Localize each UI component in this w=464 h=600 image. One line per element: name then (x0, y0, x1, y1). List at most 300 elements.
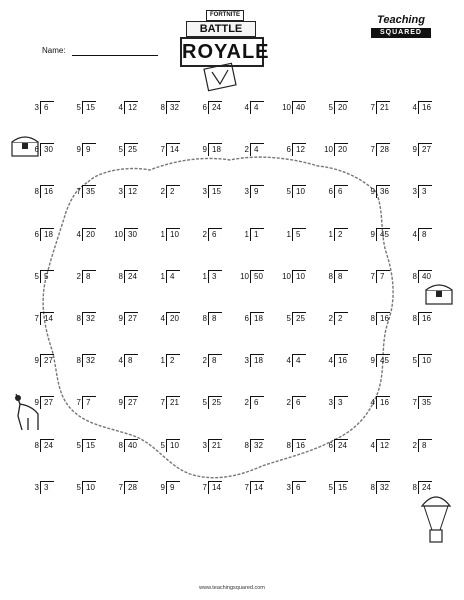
divisor: 6 (34, 229, 39, 239)
divisor: 4 (286, 356, 291, 366)
divisor: 3 (202, 187, 207, 197)
logo-line-1: FORTNITE (206, 10, 244, 21)
dividend: 9 (166, 481, 180, 494)
dividend: 3 (334, 396, 348, 409)
divisor: 1 (202, 271, 207, 281)
divisor: 4 (118, 356, 123, 366)
divisor: 2 (244, 398, 249, 408)
dividend: 25 (292, 312, 306, 325)
division-problem[interactable] (148, 354, 188, 368)
divisor: 8 (76, 356, 81, 366)
dividend: 50 (250, 270, 264, 283)
dividend: 9 (82, 143, 96, 156)
dividend: 14 (208, 481, 222, 494)
dividend: 12 (124, 101, 138, 114)
divisor: 8 (412, 313, 417, 323)
division-problem[interactable] (316, 143, 356, 157)
dividend: 14 (40, 312, 54, 325)
division-problem[interactable] (358, 354, 398, 368)
dividend: 14 (250, 481, 264, 494)
divisor: 5 (412, 356, 417, 366)
divisor: 2 (202, 229, 207, 239)
divisor: 5 (118, 145, 123, 155)
divisor: 10 (324, 145, 333, 155)
dividend: 18 (250, 354, 264, 367)
dividend: 2 (334, 312, 348, 325)
division-problem[interactable] (232, 101, 272, 115)
divisor: 3 (202, 440, 207, 450)
dividend: 8 (208, 354, 222, 367)
dividend: 20 (82, 228, 96, 241)
dividend: 9 (250, 185, 264, 198)
footer-url: www.teachingsquared.com (199, 585, 265, 591)
dividend: 32 (82, 312, 96, 325)
division-problem[interactable] (22, 143, 62, 157)
problem-row (22, 185, 442, 227)
dividend: 4 (250, 101, 264, 114)
divisor: 7 (202, 482, 207, 492)
divisor: 4 (328, 356, 333, 366)
dividend: 20 (334, 101, 348, 114)
divisor: 3 (412, 187, 417, 197)
division-problem[interactable] (400, 396, 440, 410)
division-problem[interactable] (274, 354, 314, 368)
division-problem[interactable] (400, 354, 440, 368)
brand-top: Teaching (377, 14, 425, 26)
dividend: 21 (208, 439, 222, 452)
division-problem[interactable] (274, 101, 314, 115)
dividend: 12 (376, 439, 390, 452)
divisor: 3 (118, 187, 123, 197)
divisor: 7 (370, 103, 375, 112)
division-problem[interactable] (106, 439, 146, 453)
dividend: 1 (250, 228, 264, 241)
divisor: 2 (202, 356, 207, 366)
divisor: 7 (244, 482, 249, 492)
division-problem[interactable] (316, 396, 356, 410)
dividend: 16 (334, 354, 348, 367)
divisor: 8 (412, 271, 417, 281)
division-problem[interactable] (274, 143, 314, 157)
divisor: 8 (34, 187, 39, 197)
division-problem[interactable] (64, 228, 104, 242)
division-problem[interactable] (316, 185, 356, 199)
dividend: 24 (208, 101, 222, 114)
division-problem[interactable] (106, 101, 146, 115)
dividend: 32 (166, 101, 180, 114)
dividend: 24 (418, 481, 432, 494)
division-problem[interactable] (22, 354, 62, 368)
division-problem[interactable] (64, 143, 104, 157)
division-problem[interactable] (274, 185, 314, 199)
problem-row (22, 481, 442, 523)
divisor: 4 (370, 440, 375, 450)
divisor: 3 (244, 187, 249, 197)
dividend: 28 (124, 481, 138, 494)
dividend: 24 (334, 439, 348, 452)
division-problem[interactable] (22, 312, 62, 326)
division-problem[interactable] (190, 228, 230, 242)
dividend: 8 (124, 354, 138, 367)
divisor: 5 (328, 103, 333, 112)
divisor: 2 (412, 440, 417, 450)
dividend: 30 (40, 143, 54, 156)
divisor: 9 (34, 356, 39, 366)
division-problem[interactable] (22, 185, 62, 199)
dividend: 5 (40, 270, 54, 283)
divisor: 6 (202, 103, 207, 112)
division-problem[interactable] (190, 312, 230, 326)
dividend: 24 (40, 439, 54, 452)
divisor: 5 (328, 482, 333, 492)
divisor: 9 (370, 229, 375, 239)
divisor: 4 (412, 229, 417, 239)
dividend: 6 (292, 481, 306, 494)
division-problem[interactable] (190, 354, 230, 368)
dividend: 8 (418, 439, 432, 452)
divisor: 1 (244, 229, 249, 239)
division-problem[interactable] (148, 481, 188, 495)
dividend: 4 (166, 270, 180, 283)
divisor: 10 (282, 271, 291, 281)
divisor: 8 (34, 440, 39, 450)
division-problem[interactable] (22, 270, 62, 284)
division-problem[interactable] (232, 354, 272, 368)
division-problem[interactable] (232, 481, 272, 495)
division-problem[interactable] (106, 354, 146, 368)
dividend: 24 (124, 270, 138, 283)
dividend: 15 (82, 101, 96, 114)
division-problem[interactable] (190, 143, 230, 157)
dividend: 4 (292, 354, 306, 367)
division-problem[interactable] (316, 101, 356, 115)
dividend: 45 (376, 354, 390, 367)
dividend: 10 (418, 354, 432, 367)
dividend: 2 (166, 185, 180, 198)
divisor: 7 (160, 145, 165, 155)
dividend: 3 (40, 481, 54, 494)
divisor: 8 (286, 440, 291, 450)
divisor: 10 (114, 229, 123, 239)
division-problem[interactable] (148, 101, 188, 115)
divisor: 2 (160, 187, 165, 197)
division-problem[interactable] (400, 185, 440, 199)
division-problem[interactable] (190, 270, 230, 284)
division-problem[interactable] (316, 228, 356, 242)
division-problem[interactable] (106, 143, 146, 157)
dividend: 16 (418, 312, 432, 325)
division-problem[interactable] (232, 396, 272, 410)
division-problem[interactable] (64, 101, 104, 115)
brand-bottom: SQUARED (371, 28, 431, 38)
divisor: 8 (76, 313, 81, 323)
division-problem[interactable] (22, 228, 62, 242)
problem-row (22, 312, 442, 354)
division-problem[interactable] (106, 396, 146, 410)
division-problem[interactable] (274, 396, 314, 410)
dividend: 14 (166, 143, 180, 156)
dividend: 12 (124, 185, 138, 198)
division-problem[interactable] (190, 396, 230, 410)
division-problem[interactable] (232, 312, 272, 326)
division-problem[interactable] (316, 439, 356, 453)
divisor: 5 (34, 271, 39, 281)
division-problem[interactable] (232, 185, 272, 199)
dividend: 18 (208, 143, 222, 156)
division-problem[interactable] (358, 185, 398, 199)
division-problem[interactable] (106, 270, 146, 284)
division-problem[interactable] (400, 270, 440, 284)
division-problem[interactable] (64, 270, 104, 284)
logo-line-3: ROYALE (180, 37, 264, 67)
division-problems-grid (22, 101, 442, 523)
problem-row (22, 354, 442, 396)
dividend: 28 (376, 143, 390, 156)
dividend: 32 (376, 481, 390, 494)
division-problem[interactable] (64, 354, 104, 368)
name-label: Name: (42, 46, 66, 55)
dividend: 16 (40, 185, 54, 198)
division-problem[interactable] (400, 481, 440, 495)
divisor: 8 (412, 482, 417, 492)
division-problem[interactable] (148, 185, 188, 199)
divisor: 5 (160, 440, 165, 450)
divisor: 9 (370, 356, 375, 366)
divisor: 6 (244, 313, 249, 323)
dividend: 10 (166, 439, 180, 452)
dividend: 10 (292, 185, 306, 198)
divisor: 7 (76, 398, 81, 408)
division-problem[interactable] (358, 396, 398, 410)
divisor: 6 (34, 145, 39, 155)
divisor: 4 (370, 398, 375, 408)
divisor: 3 (328, 398, 333, 408)
division-problem[interactable] (148, 312, 188, 326)
divisor: 5 (202, 398, 207, 408)
dividend: 10 (292, 270, 306, 283)
division-problem[interactable] (358, 312, 398, 326)
divisor: 4 (118, 103, 123, 112)
division-problem[interactable] (64, 396, 104, 410)
divisor: 4 (76, 229, 81, 239)
dividend: 16 (376, 396, 390, 409)
division-problem[interactable] (274, 228, 314, 242)
divisor: 1 (160, 229, 165, 239)
logo-line-2: BATTLE (186, 21, 256, 37)
division-problem[interactable] (274, 312, 314, 326)
division-problem[interactable] (106, 312, 146, 326)
division-problem[interactable] (400, 143, 440, 157)
division-problem[interactable] (190, 101, 230, 115)
division-problem[interactable] (274, 270, 314, 284)
divisor: 9 (160, 482, 165, 492)
division-problem[interactable] (358, 439, 398, 453)
division-problem[interactable] (148, 396, 188, 410)
division-problem[interactable] (148, 228, 188, 242)
dividend: 16 (376, 312, 390, 325)
division-problem[interactable] (316, 312, 356, 326)
divisor: 7 (76, 187, 81, 197)
division-problem[interactable] (190, 439, 230, 453)
dividend: 16 (292, 439, 306, 452)
divisor: 8 (118, 271, 123, 281)
divisor: 8 (118, 440, 123, 450)
divisor: 3 (34, 482, 39, 492)
divisor: 1 (286, 229, 291, 239)
dividend: 15 (208, 185, 222, 198)
dividend: 6 (292, 396, 306, 409)
dividend: 2 (334, 228, 348, 241)
divisor: 9 (118, 313, 123, 323)
divisor: 4 (244, 103, 249, 112)
divisor: 5 (76, 440, 81, 450)
dividend: 3 (418, 185, 432, 198)
division-problem[interactable] (358, 101, 398, 115)
dividend: 6 (208, 228, 222, 241)
dividend: 21 (166, 396, 180, 409)
division-problem[interactable] (64, 185, 104, 199)
divisor: 8 (244, 440, 249, 450)
division-problem[interactable] (358, 481, 398, 495)
problem-row (22, 439, 442, 481)
divisor: 5 (286, 313, 291, 323)
dividend: 27 (40, 396, 54, 409)
divisor: 6 (328, 440, 333, 450)
divisor: 7 (370, 271, 375, 281)
dividend: 32 (250, 439, 264, 452)
dividend: 6 (40, 101, 54, 114)
division-problem[interactable] (148, 439, 188, 453)
divisor: 4 (160, 313, 165, 323)
division-problem[interactable] (358, 143, 398, 157)
dividend: 45 (376, 228, 390, 241)
dividend: 35 (418, 396, 432, 409)
division-problem[interactable] (106, 481, 146, 495)
division-problem[interactable] (232, 228, 272, 242)
divisor: 8 (160, 103, 165, 112)
dividend: 12 (292, 143, 306, 156)
dividend: 35 (82, 185, 96, 198)
dividend: 20 (166, 312, 180, 325)
dividend: 7 (376, 270, 390, 283)
divisor: 2 (244, 145, 249, 155)
divisor: 4 (412, 103, 417, 112)
dividend: 8 (334, 270, 348, 283)
division-problem[interactable] (400, 101, 440, 115)
problem-row (22, 270, 442, 312)
division-problem[interactable] (400, 228, 440, 242)
divisor: 9 (370, 187, 375, 197)
dividend: 36 (376, 185, 390, 198)
division-problem[interactable] (64, 481, 104, 495)
divisor: 9 (202, 145, 207, 155)
divisor: 5 (76, 482, 81, 492)
dividend: 10 (82, 481, 96, 494)
divisor: 2 (286, 398, 291, 408)
division-problem[interactable] (316, 481, 356, 495)
divisor: 5 (76, 103, 81, 112)
divisor: 7 (412, 398, 417, 408)
division-problem[interactable] (190, 481, 230, 495)
divisor: 6 (286, 145, 291, 155)
dividend: 27 (40, 354, 54, 367)
division-problem[interactable] (274, 439, 314, 453)
divisor: 2 (328, 313, 333, 323)
dividend: 16 (418, 101, 432, 114)
division-problem[interactable] (400, 439, 440, 453)
dividend: 10 (166, 228, 180, 241)
divisor: 9 (76, 145, 81, 155)
dividend: 15 (82, 439, 96, 452)
dividend: 18 (250, 312, 264, 325)
dividend: 20 (334, 143, 348, 156)
divisor: 1 (160, 271, 165, 281)
division-problem[interactable] (22, 101, 62, 115)
divisor: 3 (244, 356, 249, 366)
dividend: 6 (334, 185, 348, 198)
dividend: 3 (208, 270, 222, 283)
division-problem[interactable] (232, 439, 272, 453)
dividend: 8 (82, 270, 96, 283)
divisor: 9 (118, 398, 123, 408)
divisor: 3 (286, 482, 291, 492)
dividend: 5 (292, 228, 306, 241)
dividend: 6 (250, 396, 264, 409)
divisor: 8 (370, 313, 375, 323)
divisor: 1 (160, 356, 165, 366)
dividend: 8 (418, 228, 432, 241)
division-problem[interactable] (106, 228, 146, 242)
dividend: 40 (124, 439, 138, 452)
dividend: 32 (82, 354, 96, 367)
division-problem[interactable] (148, 270, 188, 284)
dividend: 40 (418, 270, 432, 283)
division-problem[interactable] (232, 143, 272, 157)
division-problem[interactable] (148, 143, 188, 157)
problem-row (22, 101, 442, 143)
divisor: 10 (240, 271, 249, 281)
divisor: 1 (328, 229, 333, 239)
division-problem[interactable] (316, 354, 356, 368)
division-problem[interactable] (64, 439, 104, 453)
divisor: 7 (118, 482, 123, 492)
dividend: 40 (292, 101, 306, 114)
division-problem[interactable] (106, 185, 146, 199)
division-problem[interactable] (22, 439, 62, 453)
dividend: 4 (250, 143, 264, 156)
division-problem[interactable] (316, 270, 356, 284)
dividend: 27 (418, 143, 432, 156)
divisor: 3 (34, 103, 39, 112)
divisor: 7 (370, 145, 375, 155)
dividend: 27 (124, 396, 138, 409)
dividend: 25 (208, 396, 222, 409)
division-problem[interactable] (274, 481, 314, 495)
division-problem[interactable] (232, 270, 272, 284)
division-problem[interactable] (400, 312, 440, 326)
division-problem[interactable] (358, 228, 398, 242)
dividend: 18 (40, 228, 54, 241)
divisor: 6 (328, 187, 333, 197)
divisor: 7 (160, 398, 165, 408)
divisor: 2 (76, 271, 81, 281)
division-problem[interactable] (358, 270, 398, 284)
division-problem[interactable] (22, 396, 62, 410)
division-problem[interactable] (190, 185, 230, 199)
division-problem[interactable] (22, 481, 62, 495)
dividend: 27 (124, 312, 138, 325)
division-problem[interactable] (64, 312, 104, 326)
